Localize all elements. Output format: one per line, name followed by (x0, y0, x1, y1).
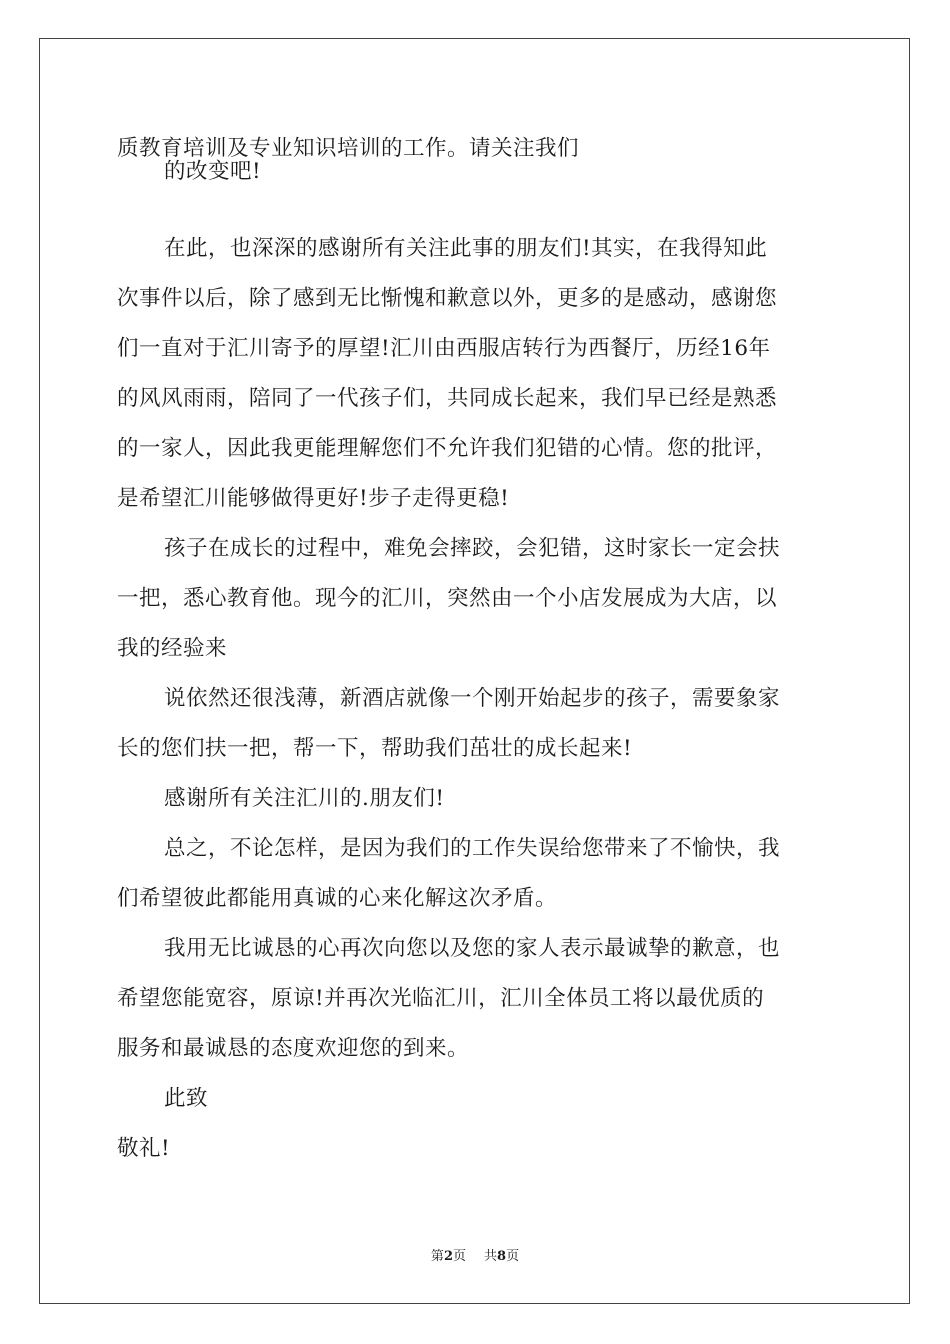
text-line: 总之，不论怎样，是因为我们的工作失误给您带来了不愉快，我 (164, 836, 781, 861)
page-total: 8 (497, 1249, 507, 1264)
text-line: 一把，悉心教育他。现今的汇川，突然由一个小店发展成为大店，以 (117, 586, 778, 611)
page-prefix: 第 (430, 1249, 444, 1264)
text-line: 说依然还很浅薄，新酒店就像一个刚开始起步的孩子，需要象家 (164, 686, 781, 711)
page-current: 2 (443, 1249, 453, 1264)
text-line: 感谢所有关注汇川的.朋友们! (164, 786, 445, 811)
text-line: 的风风雨雨，陪同了一代孩子们，共同成长起来，我们早已经是熟悉 (117, 386, 778, 411)
text-line: 是希望汇川能够做得更好!步子走得更稳! (117, 486, 510, 511)
total-suffix: 页 (506, 1249, 520, 1264)
closing-salutation: 此致 (164, 1086, 209, 1111)
text-line: 次事件以后，除了感到无比惭愧和歉意以外，更多的是感动，感谢您 (117, 286, 778, 311)
closing-regards: 敬礼! (117, 1136, 171, 1161)
text-line: 我用无比诚恳的心再次向您以及您的家人表示最诚挚的歉意，也 (164, 936, 781, 961)
text-line: 质教育培训及专业知识培训的工作。请关注我们 (117, 136, 580, 161)
total-prefix: 共 (484, 1249, 498, 1264)
text-line: 在此，也深深的感谢所有关注此事的朋友们!其实，在我得知此 (164, 236, 768, 261)
text-line: 长的您们扶一把，帮一下，帮助我们茁壮的成长起来! (117, 736, 633, 761)
page-border (39, 38, 910, 1304)
text-line: 的一家人，因此我更能理解您们不允许我们犯错的心情。您的批评， (117, 436, 778, 461)
text-line: 我的经验来 (117, 636, 228, 661)
page-number-footer (0, 1245, 950, 1264)
page-suffix: 页 (452, 1249, 466, 1264)
text-line: 希望您能宽容，原谅!并再次光临汇川，汇川全体员工将以最优质的 (117, 986, 765, 1011)
text-line: 服务和最诚恳的态度欢迎您的到来。 (117, 1036, 470, 1061)
text-line: 们希望彼此都能用真诚的心来化解这次矛盾。 (117, 886, 558, 911)
text-line: 孩子在成长的过程中，难免会摔跤，会犯错，这时家长一定会扶 (164, 536, 781, 561)
text-line: 的改变吧! (164, 159, 262, 184)
text-line: 们一直对于汇川寄予的厚望!汇川由西服店转行为西餐厅，历经16年 (117, 336, 771, 361)
